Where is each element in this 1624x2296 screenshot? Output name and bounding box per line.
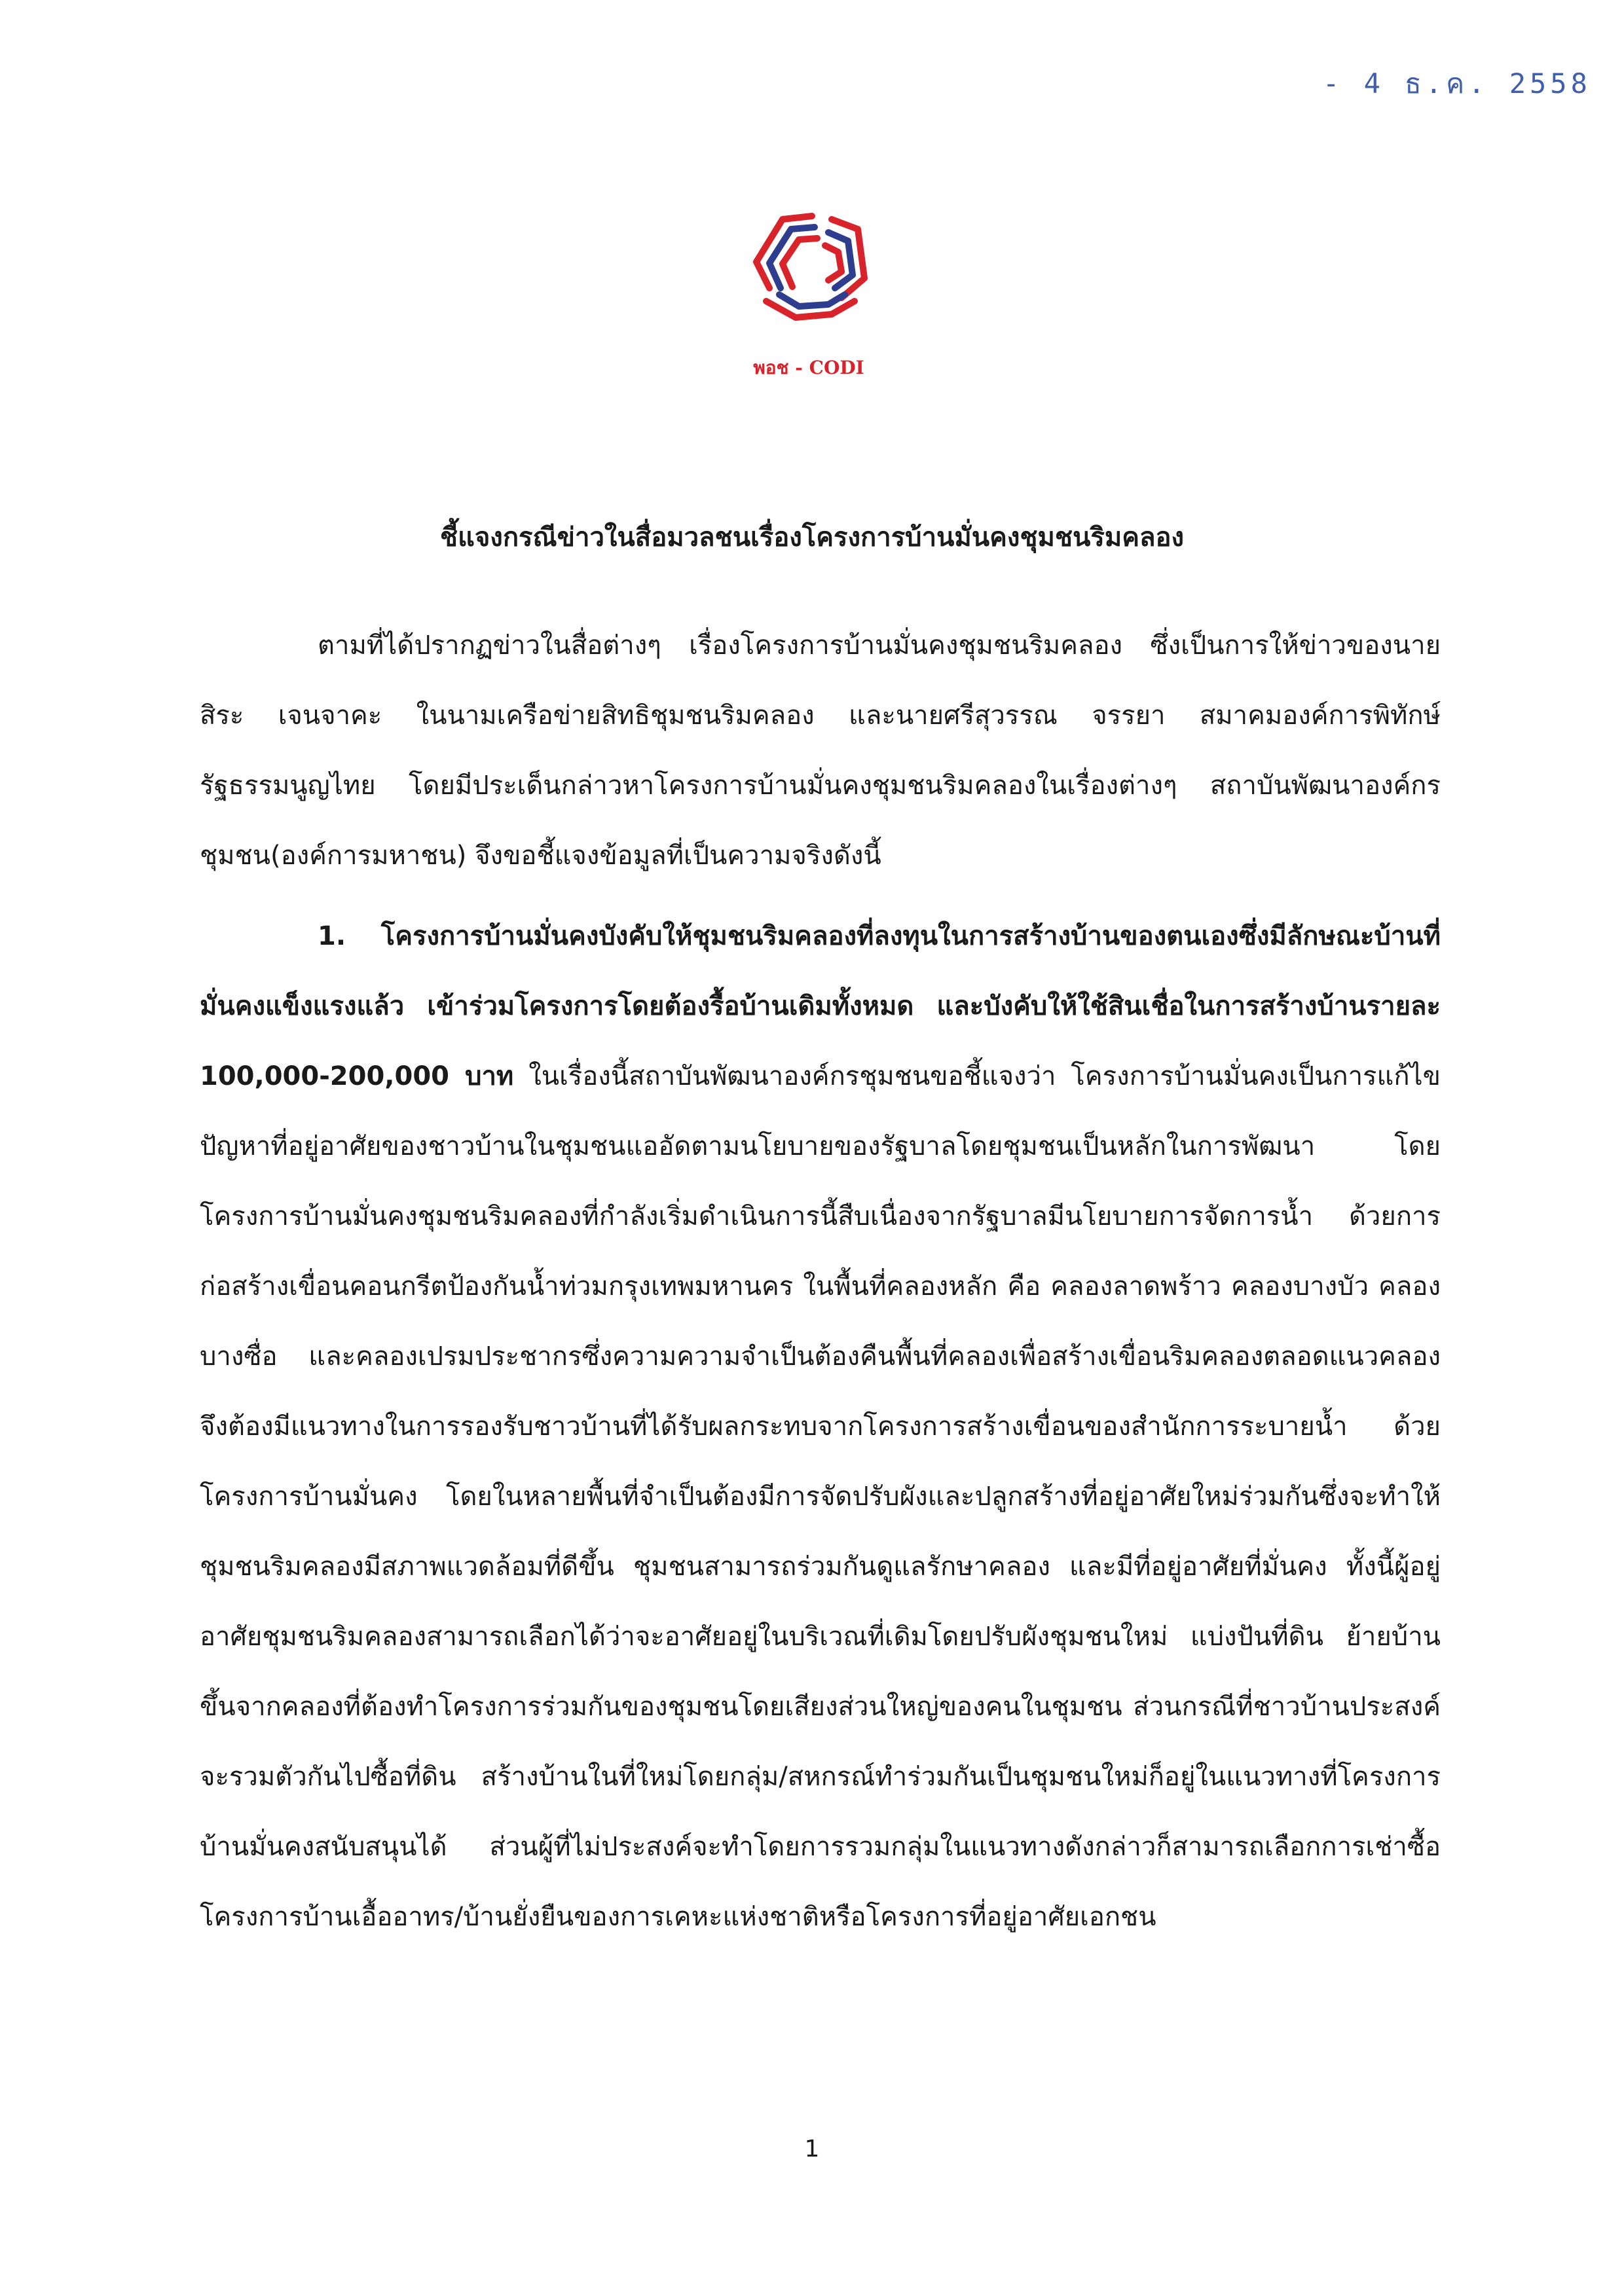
point-1-heading: 1. โครงการบ้านมั่นคงบังคับให้ชุมชนริมคลองที่ลงทุนในการสร้างบ้านของตนเองซึ่งมีลักษณะบ้านที่มั่นคงแข็งแรงแล้ว เข้าร่วมโครงการโดยต้องรื้อบ้านเดิมทั้งหมด และบังคับให้ใช้สินเชื่อในการสร้างบ้านรายละ 100,000-200,000 บาท	[200, 921, 1441, 1091]
codi-logo-icon	[733, 190, 884, 340]
date-stamp: - 4 ธ.ค. 2558	[1323, 67, 1591, 100]
logo-caption: พอช - CODI	[753, 357, 864, 378]
page-number: 1	[804, 2136, 820, 2162]
intro-paragraph: ตามที่ได้ปรากฏข่าวในสื่อต่างๆ เรื่องโครงการบ้านมั่นคงชุมชนริมคลอง ซึ่งเป็นการให้ข่าวของนายสิระ เจนจาคะ ในนามเครือข่ายสิทธิชุมชนริมคลอง และนายศรีสุวรรณ จรรยา สมาคมองค์การพิทักษ์รัฐธรรมนูญไทย โดยมีประเด็นกล่าวหาโครงการบ้านมั่นคงชุมชนริมคลองในเรื่องต่างๆ สถาบันพัฒนาองค์กรชุมชน(องค์การมหาชน) จึงขอชี้แจงข้อมูลที่เป็นความจริงดังนี้	[200, 630, 1441, 871]
point-1-paragraph	[200, 902, 1441, 1952]
document-title: ชี้แจงกรณีข่าวในสื่อมวลชนเรื่องโครงการบ้านมั่นคงชุมชนริมคลอง	[439, 522, 1185, 553]
point-1-body: ในเรื่องนี้สถาบันพัฒนาองค์กรชุมชนขอชี้แจงว่า โครงการบ้านมั่นคงเป็นการแก้ไขปัญหาที่อยู่อาศัยของชาวบ้านในชุมชนแออัดตามนโยบายของรัฐบาลโดยชุมชนเป็นหลักในการพัฒนา โดยโครงการบ้านมั่นคงชุมชนริมคลองที่กำลังเริ่มดำเนินการนี้สืบเนื่องจากรัฐบาลมีนโยบายการจัดการน้ำ ด้วยการก่อสร้างเขื่อนคอนกรีตป้องกันน้ำท่วมกรุงเทพมหานคร ในพื้นที่คลองหลัก คือ คลองลาดพร้าว คลองบางบัว คลองบางซื่อ และคลองเปรมประชากรซึ่งความความจำเป็นต้องคืนพื้นที่คลองเพื่อสร้างเขื่อนริมคลองตลอดแนวคลอง จึงต้องมีแนวทางในการรองรับชาวบ้านที่ได้รับผลกระทบจากโครงการสร้างเขื่อนของสำนักการระบายน้ำ ด้วยโครงการบ้านมั่นคง โดยในหลายพื้นที่จำเป็นต้องมีการจัดปรับผังและปลูกสร้างที่อยู่อาศัยใหม่ร่วมกันซึ่งจะทำให้ชุมชนริมคลองมีสภาพแวดล้อมที่ดีขึ้น ชุมชนสามารถร่วมกันดูแลรักษาคลอง และมีที่อยู่อาศัยที่มั่นคง ทั้งนี้ผู้อยู่อาศัยชุมชนริมคลองสามารถเลือกได้ว่าจะอาศัยอยู่ในบริเวณที่เดิมโดยปรับผังชุมชนใหม่ แบ่งปันที่ดิน ย้ายบ้านขึ้นจากคลองที่ต้องทำโครงการร่วมกันของชุมชนโดยเสียงส่วนใหญ่ของคนในชุมชน ส่วนกรณีที่ชาวบ้านประสงค์จะรวมตัวกันไปซื้อที่ดิน สร้างบ้านในที่ใหม่โดยกลุ่ม/สหกรณ์ทำร่วมกันเป็นชุมชนใหม่ก็อยู่ในแนวทางที่โครงการบ้านมั่นคงสนับสนุนได้ ส่วนผู้ที่ไม่ประสงค์จะทำโดยการรวมกลุ่มในแนวทางดังกล่าวก็สามารถเลือกการเช่าซื้อโครงการบ้านเอื้ออาทร/บ้านยั่งยืนของการเคหะแห่งชาติหรือโครงการที่อยู่อาศัยเอกชน	[200, 1061, 1441, 1932]
